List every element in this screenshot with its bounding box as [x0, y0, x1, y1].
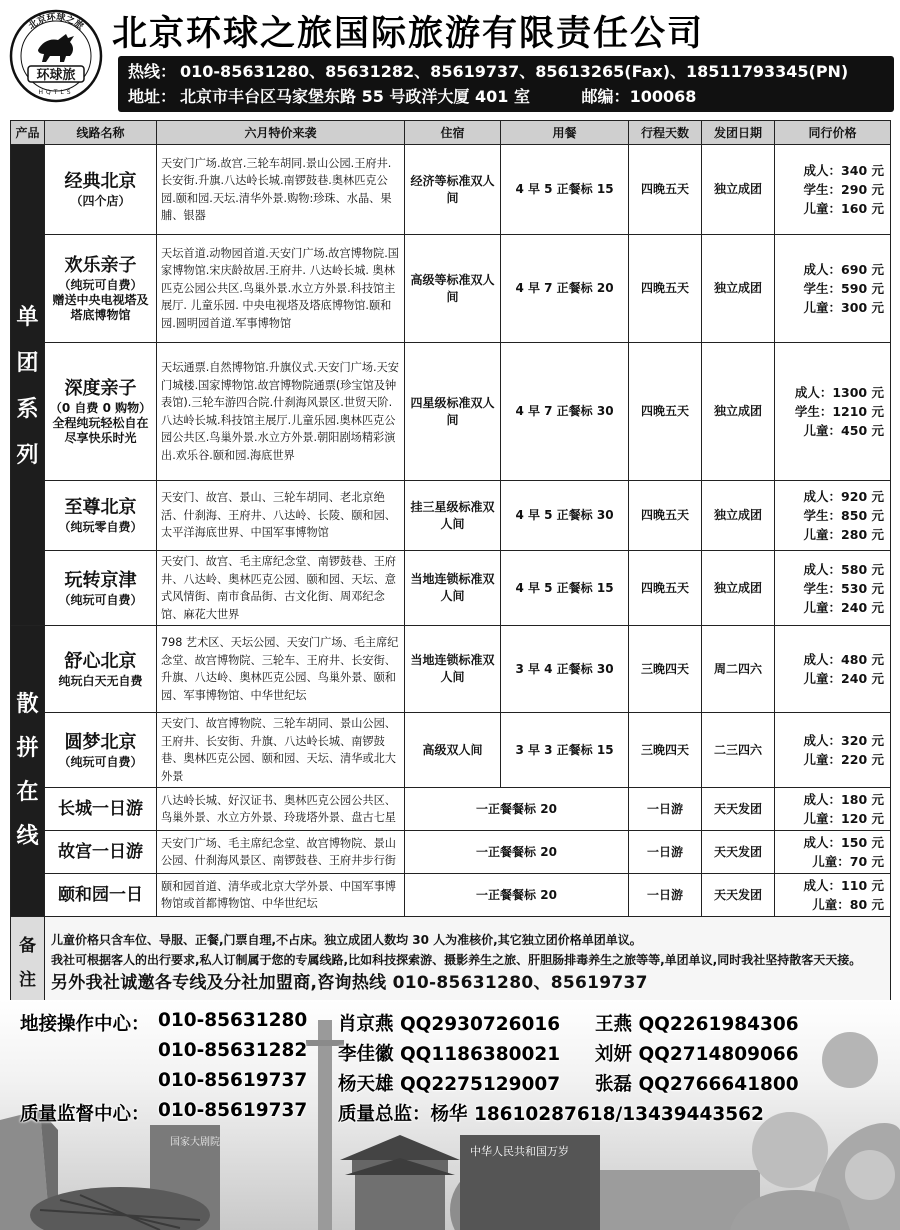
route-name: 深度亲子	[64, 378, 137, 399]
route-sub: （0 自费 0 购物）	[49, 401, 152, 415]
route-name-cell	[45, 551, 157, 626]
meals-cell: 3 早 4 正餐标 30	[501, 626, 629, 713]
accommodation-cell: 经济等标准双人间	[405, 145, 501, 235]
route-sub: （纯玩零自费）	[58, 520, 143, 534]
route-name: 舒心北京	[64, 650, 137, 672]
remarks-cell	[45, 917, 891, 1009]
price-adult: 成人：1300 元	[794, 385, 884, 400]
attractions-cell: 颐和园首道、清华或北京大学外景、中国军事博物馆或首都博物馆、中华世纪坛	[157, 874, 405, 917]
route-name-cell	[45, 831, 157, 874]
price-adult: 成人：690 元	[803, 262, 884, 277]
attractions-cell: 八达岭长城、好汉证书、奥林匹克公园公共区、鸟巢外景、水立方外景、玲珑塔外景、盘古七星	[157, 788, 405, 831]
price-cell	[775, 626, 891, 713]
route-name: 故宫一日游	[58, 841, 143, 862]
departure-cell: 独立成团	[702, 481, 775, 551]
hotline-label: 热线：	[128, 62, 177, 81]
postcode-label: 邮编：	[581, 87, 630, 106]
table-row	[11, 713, 891, 788]
company-logo	[8, 6, 104, 114]
price-adult: 成人：480 元	[803, 652, 884, 667]
meals-cell: 4 早 5 正餐标 30	[501, 481, 629, 551]
route-name: 颐和园一日	[58, 884, 143, 905]
category-group-tour: 散 拼 在 线	[11, 626, 45, 917]
meals-cell: 一正餐餐标 20	[405, 874, 629, 917]
price-adult: 成人：580 元	[803, 561, 884, 577]
price-student: 学生：590 元	[803, 281, 884, 296]
meals-cell: 4 早 5 正餐标 15	[501, 551, 629, 626]
table-row	[11, 874, 891, 917]
accommodation-cell: 高级等标准双人间	[405, 235, 501, 343]
meals-cell: 4 早 7 正餐标 30	[501, 343, 629, 481]
logo-center-text: 环球旅	[36, 68, 76, 83]
table-row	[11, 343, 891, 481]
attractions-cell: 天坛通票.自然博物馆.升旗仪式.天安门广场.天安门城楼.国家博物馆.故宫博物院通票(珍宝馆及钟表馆).三轮车游四合院.什刹海风景区.世贸天阶.八达岭长城.科技馆主展厅.儿童乐园.奥林匹克公园公共区.鸟巢外景.水立方外景.朝阳剧场精彩演出.欢乐谷.颐和园.海底世界	[157, 343, 405, 481]
header-june-special: 六月特价来袭	[157, 121, 405, 145]
days-cell: 一日游	[629, 874, 702, 917]
table-row	[11, 145, 891, 235]
days-cell: 一日游	[629, 788, 702, 831]
attractions-cell: 天安门广场、毛主席纪念堂、故宫博物院、景山公园、什刹海风景区、南锣鼓巷、王府井步行街	[157, 831, 405, 874]
remarks-row	[11, 917, 891, 1009]
days-cell: 一日游	[629, 831, 702, 874]
price-cell	[775, 788, 891, 831]
header-accommodation: 住宿	[405, 121, 501, 145]
price-child: 儿童：120 元	[803, 811, 884, 826]
price-cell	[775, 874, 891, 917]
staff-contact: 肖京燕 QQ2930726016	[338, 1014, 561, 1035]
remarks-label: 备 注	[11, 917, 45, 1009]
route-note: 全程纯玩轻松自在尽享快乐时光	[52, 416, 149, 445]
price-adult: 成人：340 元	[803, 163, 884, 178]
tour-price-table	[10, 120, 891, 1009]
staff-contact: 李佳徽 QQ1186380021	[338, 1044, 561, 1065]
days-cell: 三晚四天	[629, 626, 702, 713]
route-name-cell	[45, 145, 157, 235]
route-sub: （纯玩可自费）	[58, 278, 143, 292]
route-sub: 纯玩白天无自费	[58, 673, 143, 688]
price-student: 学生：850 元	[803, 508, 884, 523]
departure-cell: 周二四六	[702, 626, 775, 713]
route-name-cell	[45, 235, 157, 343]
header-days: 行程天数	[629, 121, 702, 145]
route-name-cell	[45, 343, 157, 481]
table-row	[11, 788, 891, 831]
meals-cell: 4 早 5 正餐标 15	[501, 145, 629, 235]
theatre-sign: 国家大剧院	[170, 1137, 220, 1148]
qc-phone: 010-85619737	[158, 1100, 308, 1121]
price-child: 儿童：450 元	[803, 423, 884, 438]
price-child: 儿童：70 元	[812, 854, 884, 869]
qc-label: 质量监督中心：	[20, 1104, 150, 1125]
header-product: 产品	[11, 121, 45, 145]
departure-cell: 二三四六	[702, 713, 775, 788]
days-cell: 四晚五天	[629, 343, 702, 481]
price-child: 儿童：80 元	[812, 897, 884, 912]
price-cell	[775, 343, 891, 481]
price-cell	[775, 551, 891, 626]
route-name: 欢乐亲子	[64, 255, 137, 276]
table-row	[11, 235, 891, 343]
route-sub: （四个店）	[70, 194, 131, 208]
address-line	[128, 84, 884, 109]
staff-contact: 刘妍 QQ2714809066	[595, 1044, 799, 1065]
price-adult: 成人：110 元	[803, 878, 884, 893]
accommodation-cell: 四星级标准双人间	[405, 343, 501, 481]
staff-contact: 张磊 QQ2766641800	[595, 1074, 799, 1095]
departure-cell: 天天发团	[702, 788, 775, 831]
meals-cell: 一正餐餐标 20	[405, 831, 629, 874]
remark-children-price: 儿童价格只含车位、导服、正餐,门票自理,不占床。独立成团人数均 30 人为准核价,其它独立团价格单团单议。	[51, 932, 642, 947]
departure-cell: 独立成团	[702, 235, 775, 343]
header	[0, 0, 900, 120]
price-child: 儿童：280 元	[803, 527, 884, 542]
quality-director: 质量总监：杨华 18610287618/13439443562	[338, 1104, 764, 1125]
accommodation-cell: 挂三星级标准双人间	[405, 481, 501, 551]
table-row	[11, 626, 891, 713]
attractions-cell: 798 艺术区、天坛公园、天安门广场、毛主席纪念堂、故宫博物院、三轮车、王府井、长安街、升旗、八达岭、奥林匹克公园、鸟巢外景、颐和园、军事博物馆、中华世纪坛	[157, 626, 405, 713]
route-name-cell	[45, 788, 157, 831]
price-adult: 成人：320 元	[803, 733, 884, 748]
price-cell	[775, 481, 891, 551]
price-student: 学生：290 元	[803, 182, 884, 197]
meals-cell: 3 早 3 正餐标 15	[501, 713, 629, 788]
header-departure: 发团日期	[702, 121, 775, 145]
days-cell: 四晚五天	[629, 551, 702, 626]
price-child: 儿童：300 元	[803, 300, 884, 315]
route-name-cell	[45, 481, 157, 551]
staff-contact: 王燕 QQ2261984306	[595, 1014, 799, 1035]
route-sub: （纯玩可自费）	[58, 754, 143, 769]
meals-cell: 4 早 7 正餐标 20	[501, 235, 629, 343]
price-cell	[775, 713, 891, 788]
attractions-cell: 天安门广场.故宫.三轮车胡同.景山公园.王府井.长安街.升旗.八达岭长城.南锣鼓巷.奥林匹克公园.颐和园.天坛.清华外景.购物:珍珠、水晶、果脯、银器	[157, 145, 405, 235]
price-student: 学生：530 元	[803, 580, 884, 596]
category-single-group: 单 团 系 列	[11, 145, 45, 626]
ops-phone-1: 010-85631280	[158, 1010, 308, 1031]
route-name-cell	[45, 874, 157, 917]
footer-section	[0, 1000, 900, 1230]
route-name: 至尊北京	[64, 497, 137, 518]
route-sub: （纯玩可自费）	[58, 592, 143, 607]
logo-ring-text: 北京环球之旅	[27, 12, 85, 32]
company-name: 北京环球之旅国际旅游有限责任公司	[112, 13, 705, 54]
days-cell: 三晚四天	[629, 713, 702, 788]
days-cell: 四晚五天	[629, 235, 702, 343]
table-row	[11, 551, 891, 626]
price-student: 学生：1210 元	[794, 404, 884, 419]
departure-cell: 独立成团	[702, 551, 775, 626]
price-child: 儿童：240 元	[803, 671, 884, 686]
route-name-cell	[45, 626, 157, 713]
accommodation-cell: 当地连锁标准双人间	[405, 551, 501, 626]
staff-contact: 杨天雄 QQ2275129007	[338, 1074, 561, 1095]
attractions-cell: 天安门、故宫博物院、三轮车胡同、景山公园、王府井、长安街、升旗、八达岭长城、南锣鼓巷、奥林匹克公园、颐和园、天坛、清华或北大外景	[157, 713, 405, 788]
table-header-row	[11, 121, 891, 145]
price-adult: 成人：150 元	[803, 835, 884, 850]
attractions-cell: 天安门、故宫、毛主席纪念堂、南锣鼓巷、王府井、八达岭、奥林匹克公园、颐和园、天坛、意式风情街、南市食品街、古文化街、周邓纪念馆、麻花大世界	[157, 551, 405, 626]
remark-custom-tours: 我社可根据客人的出行要求,私人订制属于您的专属线路,比如科技探索游、摄影养生之旅、肝胆肠排毒养生之旅等等,单团单议,同时我社坚持散客天天接。	[51, 952, 862, 967]
route-name: 圆梦北京	[64, 731, 137, 753]
ops-phone-3: 010-85619737	[158, 1070, 308, 1091]
route-name: 玩转京津	[64, 569, 137, 591]
route-note: 赠送中央电视塔及塔底博物馆	[52, 293, 149, 322]
price-cell	[775, 235, 891, 343]
accommodation-cell: 高级双人间	[405, 713, 501, 788]
days-cell: 四晚五天	[629, 481, 702, 551]
ops-phone-2: 010-85631282	[158, 1040, 308, 1061]
contact-bar	[118, 56, 894, 112]
price-child: 儿童：160 元	[803, 201, 884, 216]
departure-cell: 天天发团	[702, 831, 775, 874]
hotline-numbers: 010-85631280、85631282、85619737、85613265(Fax)、18511793345(PN)	[180, 62, 849, 81]
departure-cell: 独立成团	[702, 145, 775, 235]
hotline-line	[128, 59, 884, 84]
attractions-cell: 天坛首道.动物园首道.天安门广场.故宫博物院.国家博物馆.宋庆龄故居.王府井. 八达岭长城. 奥林匹克公园公共区.鸟巢外景.水立方外景.科技馆主展厅. 儿童乐园. 中央电视塔及塔底博物馆.颐和园.圆明园首道.军事博物馆	[157, 235, 405, 343]
route-name: 经典北京	[64, 171, 137, 192]
route-name: 长城一日游	[58, 798, 143, 819]
header-price: 同行价格	[775, 121, 891, 145]
days-cell: 四晚五天	[629, 145, 702, 235]
header-meals: 用餐	[501, 121, 629, 145]
address-label: 地址：	[128, 87, 177, 106]
route-name-cell	[45, 713, 157, 788]
price-cell	[775, 831, 891, 874]
accommodation-cell: 当地连锁标准双人间	[405, 626, 501, 713]
price-cell	[775, 145, 891, 235]
header-route-name: 线路名称	[45, 121, 157, 145]
meals-cell: 一正餐餐标 20	[405, 788, 629, 831]
logo-bottom-text: HQTLS	[38, 89, 74, 96]
price-child: 儿童：220 元	[803, 752, 884, 767]
address-text: 北京市丰台区马家堡东路 55 号政洋大厦 401 室	[180, 87, 530, 106]
departure-cell: 独立成团	[702, 343, 775, 481]
table-row	[11, 481, 891, 551]
departure-cell: 天天发团	[702, 874, 775, 917]
table-row	[11, 831, 891, 874]
tiananmen-sign: 中华人民共和国万岁	[470, 1145, 569, 1158]
remark-franchise: 另外我社诚邀各专线及分社加盟商,咨询热线 010-85631280、85619737	[51, 972, 648, 993]
attractions-cell: 天安门、故宫、景山、三轮车胡同、老北京绝活、什刹海、王府井、八达岭、长陵、颐和园、太平洋海底世界、中国军事博物馆	[157, 481, 405, 551]
price-adult: 成人：180 元	[803, 792, 884, 807]
price-adult: 成人：920 元	[803, 489, 884, 504]
price-child: 儿童：240 元	[803, 599, 884, 615]
postcode-value: 100068	[629, 87, 697, 106]
ops-label: 地接操作中心：	[20, 1014, 150, 1035]
contact-info	[0, 1000, 900, 1230]
